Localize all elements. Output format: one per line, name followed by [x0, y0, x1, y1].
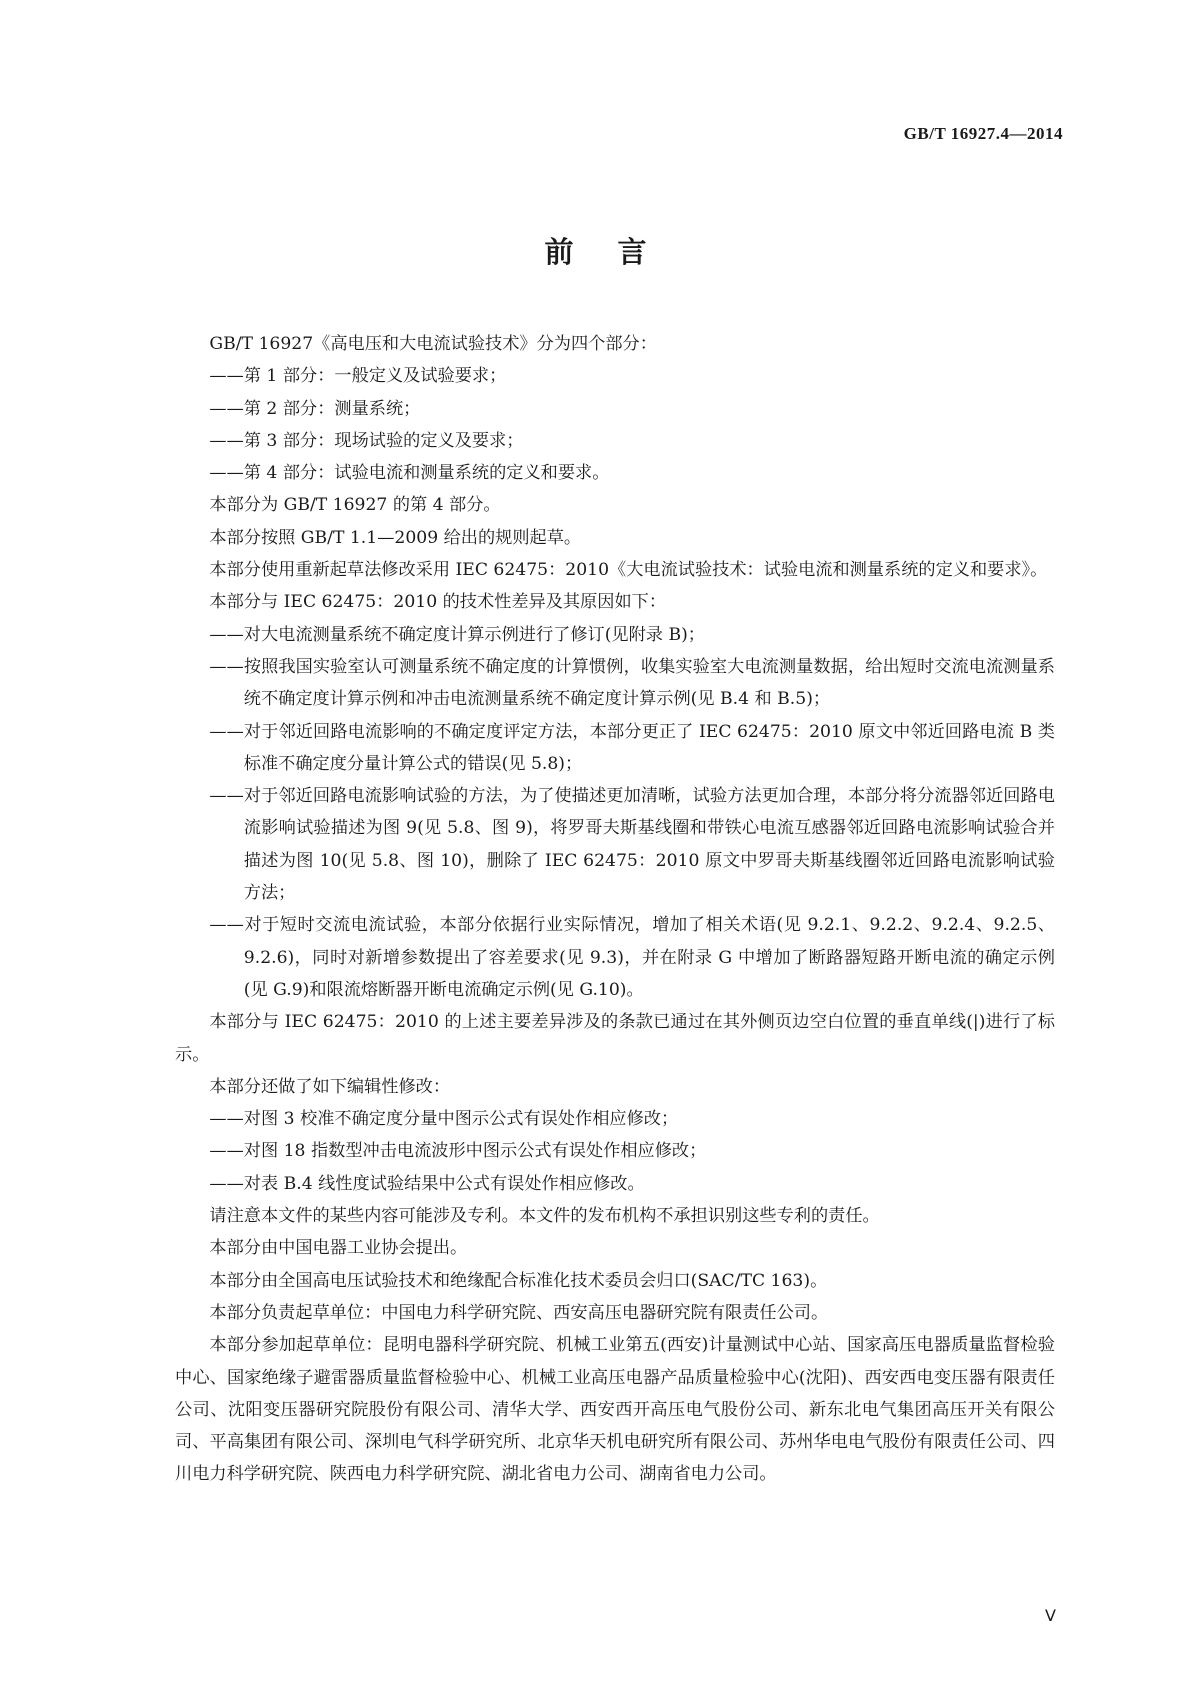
paragraph: 本部分按照 GB/T 1.1—2009 给出的规则起草。	[209, 527, 582, 548]
paragraph: 本部分为 GB/T 16927 的第 4 部分。	[209, 495, 501, 516]
list-item: ——对图 18 指数型冲击电流波形中图示公式有误处作相应修改；	[209, 1141, 707, 1162]
list-item: ——对图 3 校准不确定度分量中图示公式有误处作相应修改；	[209, 1109, 679, 1130]
list-item: ——按照我国实验室认可测量系统不确定度的计算惯例，收集实验室大电流测量数据，给出短时交流电流测量系统不确定度计算示例和冲击电流测量系统不确定度计算示例(见 B.4 和 B.5)；	[209, 656, 1055, 710]
list-item: ——第 4 部分：试验电流和测量系统的定义和要求。	[209, 463, 610, 484]
list-item: ——对于邻近回路电流影响的不确定度评定方法，本部分更正了 IEC 62475：2010 原文中邻近回路电流 B 类标准不确定度分量计算公式的错误(见 5.8)；	[209, 721, 1055, 774]
paragraph: 本部分由全国高电压试验技术和绝缘配合标准化技术委员会归口(SAC/TC 163)。	[209, 1270, 828, 1291]
paragraph: 本部分参加起草单位：昆明电器科学研究院、机械工业第五(西安)计量测试中心站、国家高压电器质量监督检验中心、国家绝缘子避雷器质量监督检验中心、机械工业高压电器产品质量检验中心(沈阳)、西安西电变压器有限责任公司、沈阳变压器研究院股份有限公司、清华大学、西安西开高压电气股份公司、新东北电气集团高压开关有限公司、平高集团有限公司、深圳电气科学研究所、北京华天机电研究所有限公司、苏州华电电气股份有限责任公司、四川电力科学研究院、陕西电力科学研究院、湖北省电力公司、湖南省电力公司。	[175, 1335, 1055, 1485]
paragraph: 本部分与 IEC 62475：2010 的技术性差异及其原因如下：	[209, 592, 667, 613]
list-item: ——对大电流测量系统不确定度计算示例进行了修订(见附录 B)；	[209, 624, 705, 645]
paragraph: 本部分使用重新起草法修改采用 IEC 62475：2010《大电流试验技术：试验电流和测量系统的定义和要求》。	[209, 560, 1048, 581]
list-item: ——第 2 部分：测量系统；	[209, 398, 421, 419]
paragraph: 本部分由中国电器工业协会提出。	[209, 1238, 468, 1259]
list-item: ——第 3 部分：现场试验的定义及要求；	[209, 430, 524, 451]
list-item: ——第 1 部分：一般定义及试验要求；	[209, 366, 507, 387]
list-item: ——对表 B.4 线性度试验结果中公式有误处作相应修改。	[209, 1173, 645, 1194]
list-item: ——对于邻近回路电流影响试验的方法，为了使描述更加清晰，试验方法更加合理，本部分将分流器邻近回路电流影响试验描述为图 9(见 5.8、图 9)，将罗哥夫斯基线圈和带铁心电流互感器邻近回路电流影响试验合并描述为图 10(见 5.8、图 10)，删除了 IEC 62475：2010 原文中罗哥夫斯基线圈邻近回路电流影响试验方法；	[209, 786, 1055, 904]
foreword-body	[175, 328, 1055, 1491]
paragraph: 请注意本文件的某些内容可能涉及专利。本文件的发布机构不承担识别这些专利的责任。	[209, 1206, 880, 1227]
paragraph: 本部分还做了如下编辑性修改：	[209, 1076, 451, 1097]
page-number: Ⅴ	[1045, 1608, 1056, 1625]
paragraph: 本部分负责起草单位：中国电力科学研究院、西安高压电器研究院有限责任公司。	[209, 1302, 829, 1323]
paragraph: 本部分与 IEC 62475：2010 的上述主要差异涉及的条款已通过在其外侧页边空白位置的垂直单线(|)进行了标示。	[175, 1012, 1055, 1065]
list-item: ——对于短时交流电流试验，本部分依据行业实际情况，增加了相关术语(见 9.2.1、9.2.2、9.2.4、9.2.5、9.2.6)，同时对新增参数提出了容差要求(见 9.3)，并在附录 G 中增加了断路器短路开断电流的确定示例(见 G.9)和限流熔断器开断电流确定示例(见 G.10)。	[209, 915, 1055, 1000]
paragraph: GB/T 16927《高电压和大电流试验技术》分为四个部分：	[209, 334, 657, 354]
page-title: 前言	[544, 235, 691, 269]
standard-number: GB/T 16927.4—2014	[903, 124, 1063, 143]
